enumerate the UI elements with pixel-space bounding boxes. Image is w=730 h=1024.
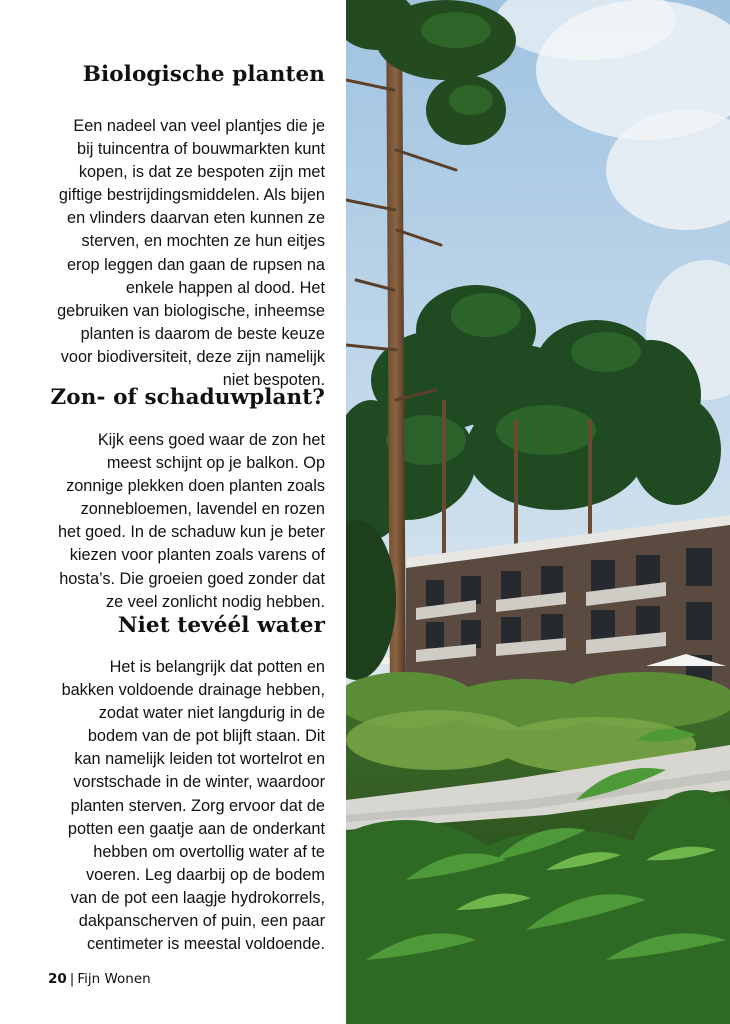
section-biologische-planten [57,62,325,392]
body-line: potten een gaatje aan de onderkant [67,819,325,838]
body-line: kiezen voor planten zoals varens of [69,546,325,565]
section-body [51,429,325,614]
body-line: voeren. Leg daarbij op de bodem [86,865,325,884]
section-niet-teveel-water [62,613,325,956]
section-body [57,115,325,392]
body-line: enkele happen al dood. Het [125,278,325,297]
section-heading: Zon- of schaduwplant? [50,385,325,410]
body-line: zonnebloemen, lavendel en rozen [80,500,325,519]
page-footer [48,971,151,987]
body-line: meest schijnt op je balkon. Op [106,454,325,473]
body-line: planten is daarom de beste keuze [80,324,325,343]
section-heading: Niet tevéél water [117,613,325,638]
body-line: gebruiken van biologische, inheemse [57,301,325,320]
section-body [62,656,325,956]
body-line: bakken voldoende drainage hebben, [61,681,325,700]
body-line: en vlinders daarvan eten kunnen ze [67,209,325,228]
body-line: hosta’s. Die groeien goed zonder dat [59,569,325,588]
body-line: van de pot een laagje hydrokorrels, [70,888,325,907]
body-line: bodem van de pot blijft staan. Dit [87,727,325,746]
section-heading: Biologische planten [82,62,325,87]
body-line: kan namelijk leiden tot wortelrot en [74,750,325,769]
body-line: niet bespoten. [222,371,325,390]
body-line: sterven, en mochten ze hun eitjes [81,232,325,251]
text-column [0,0,346,1024]
body-line: voor biodiversiteit, deze zijn namelijk [60,347,325,366]
section-zon-of-schaduwplant [51,385,325,614]
body-line: kopen, is dat ze bespoten zijn met [78,163,325,182]
page-number: 20 [48,971,67,987]
body-line: zodat water niet langdurig in de [98,704,325,723]
body-line: giftige bestrijdingsmiddelen. Als bijen [58,186,325,205]
body-line: planten sterven. Zorg ervoor dat de [70,796,325,815]
body-line: Een nadeel van veel plantjes die je [73,117,325,135]
body-line: erop leggen dan gaan de rupsen na [66,255,325,274]
body-line: ze veel zonlicht nodig hebben. [105,592,325,611]
body-line: zonnige plekken doen planten zoals [66,477,325,496]
body-line: dakpanscherven of puin, een paar [78,912,325,931]
body-line: bij tuincentra of bouwmarkten kunt [77,140,325,159]
body-line: Het is belangrijk dat potten en [109,658,325,676]
photo-garden-apartments [346,0,730,1024]
magazine-name: Fijn Wonen [77,971,151,987]
body-line: centimeter is meestal voldoende. [86,935,325,954]
body-line: het goed. In de schaduw kun je beter [57,523,325,542]
footer-separator: | [69,971,75,987]
body-line: vorstschade in de winter, waardoor [73,773,325,792]
body-line: hebben om overtollig water af te [93,842,325,861]
body-line: Kijk eens goed waar de zon het [97,431,325,449]
